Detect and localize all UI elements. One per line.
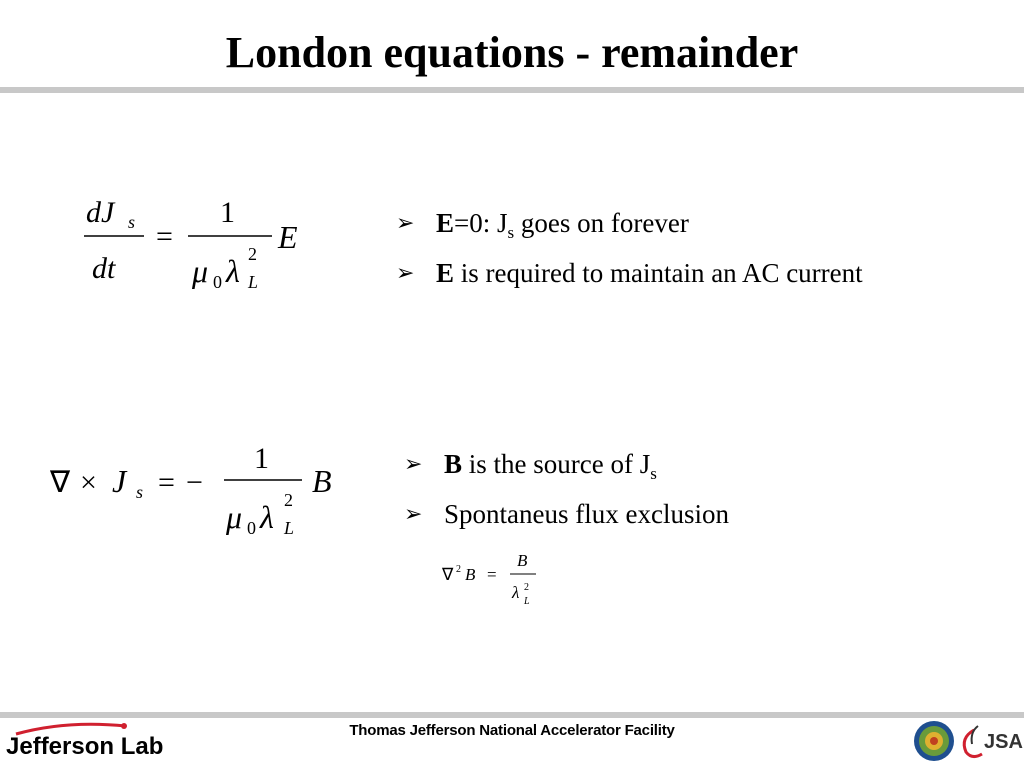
svg-text:1: 1 — [254, 442, 269, 475]
svg-text:L: L — [248, 272, 259, 292]
arrow-bullet-icon: ➢ — [396, 211, 415, 236]
svg-text:Jefferson Lab: Jefferson Lab — [6, 733, 164, 760]
doe-seal-icon — [914, 721, 954, 761]
svg-text:dJ: dJ — [86, 196, 115, 229]
footer-organization: Thomas Jefferson National Accelerator Facility — [349, 722, 675, 739]
svg-text:L: L — [524, 596, 530, 607]
svg-text:λ: λ — [260, 499, 274, 535]
arrow-bullet-icon: ➢ — [404, 502, 423, 527]
svg-text:s: s — [136, 482, 144, 502]
svg-text:1: 1 — [220, 196, 235, 229]
svg-text:=: = — [158, 466, 175, 499]
svg-text:∇: ∇ — [50, 466, 71, 499]
svg-text:=: = — [156, 220, 173, 253]
bullet-list-2 — [404, 444, 729, 535]
svg-text:×: × — [80, 466, 97, 499]
footer-divider — [0, 712, 1024, 718]
list-item: ➢ E=0: $J_s$ goes on forever — [396, 203, 863, 253]
svg-text:B: B — [465, 565, 476, 584]
svg-text:0: 0 — [247, 518, 256, 538]
svg-text:2: 2 — [524, 582, 529, 593]
svg-text:=: = — [487, 565, 497, 584]
svg-text:B: B — [517, 551, 528, 570]
svg-text:λ: λ — [226, 253, 240, 289]
svg-text:0: 0 — [213, 272, 222, 292]
equation-flux-exclusion — [440, 544, 550, 614]
svg-text:2: 2 — [248, 244, 257, 264]
equation-first-london — [80, 188, 320, 298]
svg-text:λ: λ — [512, 583, 520, 602]
list-item: ➢ E is required to maintain an AC current — [396, 253, 863, 294]
svg-text:μ: μ — [192, 253, 209, 289]
svg-text:E: E — [278, 219, 298, 255]
title-divider — [0, 87, 1024, 93]
svg-text:J: J — [112, 463, 127, 499]
list-item: ➢ B is the source of $J_s$ — [404, 444, 729, 494]
svg-text:2: 2 — [284, 490, 293, 510]
svg-text:dt: dt — [92, 252, 116, 285]
svg-text:−: − — [186, 466, 203, 499]
svg-text:∇: ∇ — [442, 565, 454, 584]
svg-text:L: L — [284, 518, 295, 538]
page-title: London equations - remainder — [225, 28, 799, 77]
svg-text:2: 2 — [456, 564, 461, 575]
svg-text:JSA: JSA — [984, 731, 1023, 753]
sponsor-logos — [912, 718, 1024, 769]
list-item: ➢ Spontaneus flux exclusion — [404, 494, 729, 535]
equation-second-london — [48, 432, 348, 542]
svg-text:B: B — [312, 463, 332, 499]
svg-text:s: s — [128, 212, 136, 232]
arrow-bullet-icon: ➢ — [404, 452, 423, 477]
jsa-logo-icon — [964, 726, 1023, 757]
bullet-list-1 — [396, 203, 863, 294]
svg-text:μ: μ — [226, 499, 243, 535]
arrow-bullet-icon: ➢ — [396, 261, 415, 286]
